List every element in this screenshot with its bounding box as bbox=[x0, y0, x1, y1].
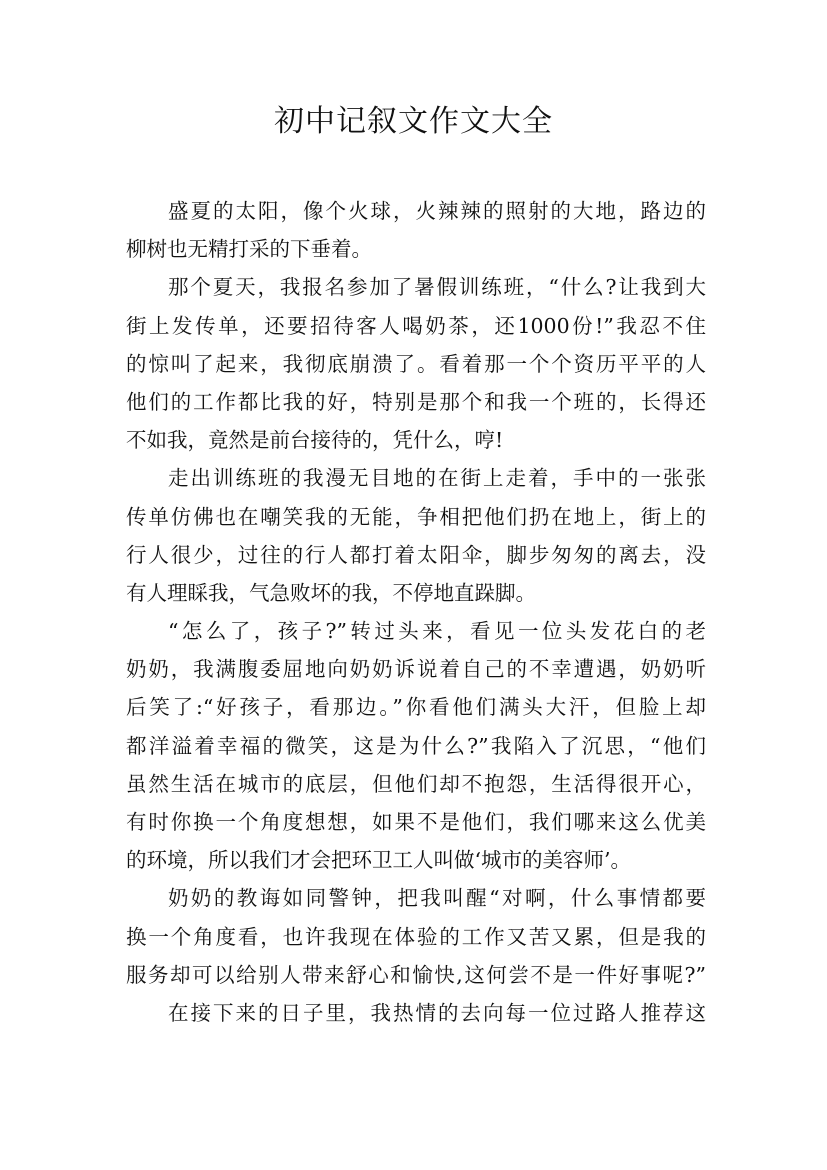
text-line: 奶奶的教诲如同警钟，把我叫醒“对啊，什么事情都要 bbox=[168, 886, 706, 911]
text-line: 的惊叫了起来，我彻底崩溃了。看着那一个个资历平平的人 bbox=[126, 351, 706, 376]
document-body bbox=[126, 192, 706, 1032]
text-line: 传单仿佛也在嘲笑我的无能，争相把他们扔在地上，街上的 bbox=[126, 504, 706, 529]
document-title: 初中记叙文作文大全 bbox=[274, 104, 553, 139]
text-line: 柳树也无精打采的下垂着。 bbox=[126, 237, 372, 262]
text-line: “怎么了，孩子?”转过头来，看见一位头发花白的老 bbox=[168, 619, 706, 644]
text-line: 虽然生活在城市的底层，但他们却不抱怨，生活得很开心， bbox=[126, 771, 706, 796]
text-line: 的环境，所以我们才会把环卫工人叫做‘城市的美容师’。 bbox=[126, 848, 632, 873]
text-line: 行人很少，过往的行人都打着太阳伞，脚步匆匆的离去，没 bbox=[126, 542, 706, 567]
text-line: 换一个角度看，也许我现在体验的工作又苦又累，但是我的 bbox=[126, 924, 706, 949]
text-line: 街上发传单，还要招待客人喝奶茶，还1000份!”我忍不住 bbox=[126, 313, 706, 338]
text-line: 走出训练班的我漫无目地的在街上走着，手中的一张张 bbox=[168, 466, 706, 491]
text-line: 不如我，竟然是前台接待的，凭什么，哼! bbox=[126, 428, 504, 453]
text-line: 后笑了:“好孩子，看那边。”你看他们满头大汗，但脸上却 bbox=[126, 695, 706, 720]
text-line: 都洋溢着幸福的微笑，这是为什么?”我陷入了沉思，“他们 bbox=[126, 733, 706, 758]
text-line: 奶奶，我满腹委屈地向奶奶诉说着自己的不幸遭遇，奶奶听 bbox=[126, 657, 706, 682]
text-line: 那个夏天，我报名参加了暑假训练班，“什么?让我到大 bbox=[168, 275, 706, 300]
text-line: 有人理睬我，气急败坏的我，不停地直跺脚。 bbox=[126, 580, 536, 605]
text-line: 在接下来的日子里，我热情的去向每一位过路人推荐这 bbox=[168, 1000, 706, 1025]
text-line: 他们的工作都比我的好，特别是那个和我一个班的，长得还 bbox=[126, 389, 706, 414]
text-line: 服务却可以给别人带来舒心和愉快,这何尝不是一件好事呢?” bbox=[126, 962, 706, 987]
text-line: 有时你换一个角度想想，如果不是他们，我们哪来这么优美 bbox=[126, 810, 706, 834]
text-line: 盛夏的太阳，像个火球，火辣辣的照射的大地，路边的 bbox=[168, 199, 706, 223]
